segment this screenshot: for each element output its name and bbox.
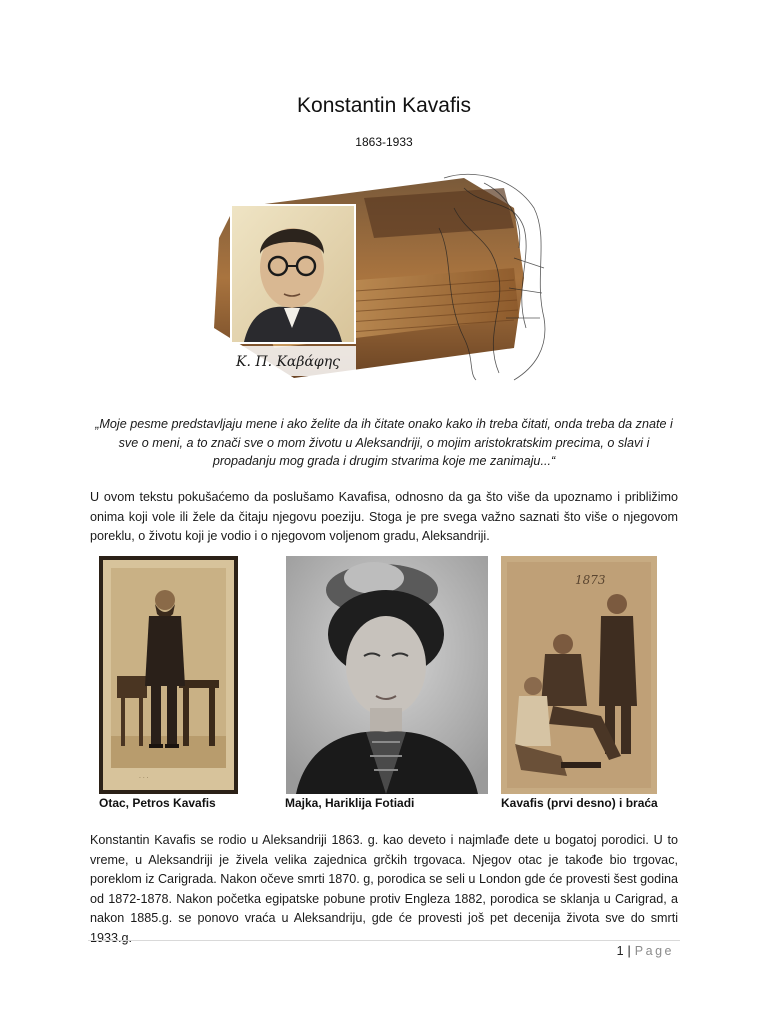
signature-text: Κ. Π. Καβάφης (236, 354, 340, 370)
brothers-caption: Kavafis (prvi desno) i braća (501, 796, 658, 810)
mother-photo (286, 556, 488, 794)
footer-separator: | (627, 944, 631, 958)
page-footer (617, 944, 674, 958)
hero-illustration (214, 168, 554, 382)
mother-caption: Majka, Hariklija Fotiadi (285, 796, 415, 810)
father-photo (99, 556, 238, 794)
quote-paragraph: „Moje pesme predstavljaju mene i ako želite da ih čitate onako kako ih treba čitati, onda treba da znate i sve o meni, a to znači sve o mom životu u Aleksandriji, o mojim aristokratskim precima, o slavi i propadanju mog grada i drugim stvarima koje me zanimaju...“ (95, 417, 673, 469)
intro-paragraph: U ovom tekstu pokušaćemo da poslušamo Kavafisa, odnosno da ga što više da upoznamo i približimo onima koji vole ili žele da čitaju njegovu poeziju. Stoga je pre svega važno saznati što više o njegovom poreklu, o životu koji je vodio i o njegovom voljenom gradu, Aleksandriji. (90, 490, 678, 543)
brothers-photo (501, 556, 657, 794)
hero-collage-image (214, 168, 554, 382)
years-subtitle: 1863-1933 (355, 135, 413, 149)
footer-divider (88, 940, 680, 941)
page-title: Konstantin Kavafis (297, 94, 471, 117)
photo-inscription: 1873 (575, 573, 606, 587)
svg-text:· · ·: · · · (139, 775, 149, 782)
biography-paragraph: Konstantin Kavafis se rodio u Aleksandriji 1863. g. kao deveto i najmlađe dete u bogatoj porodici. U to vreme, u Aleksandriji je živela velika zajednica grčkih trgovaca. Njegov otac je takođe bio trgovac, poreklom iz Carigrada. Nakon očeve smrti 1870. g, porodica se seli u London gde će provesti šest godina od 1872-1878. Nakon početka egipatske pobune protiv Engleza 1882, porodica se sklanja u Carigrad, a nakon 1885.g. se ponovo vraća u Aleksandriju, gde će provesti još pet decenija života sve do smrti 1933.g. (90, 833, 678, 945)
father-caption: Otac, Petros Kavafis (99, 796, 216, 810)
page-number: 1 (616, 944, 624, 958)
page-label: Page (634, 944, 674, 958)
